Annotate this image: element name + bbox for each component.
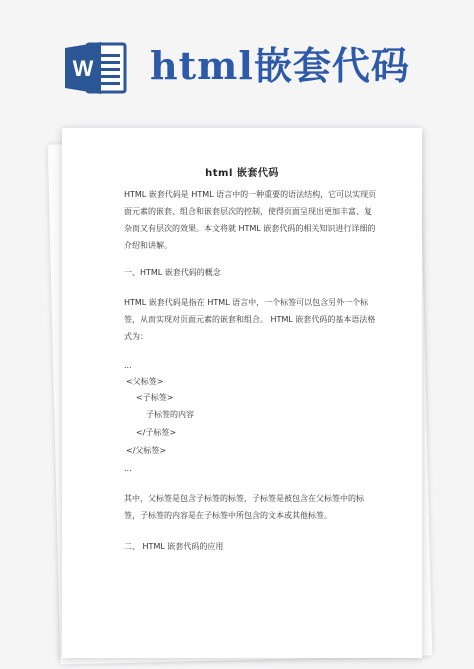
explanation-paragraph: 其中，父标签是包含子标签的标签，子标签是被包含在父标签中的标签，子标签的内容是在子标签中所包含的文本或其他标签。 xyxy=(124,494,364,520)
code-child-open: <子标签> xyxy=(136,393,174,402)
document-title: html 嵌套代码 xyxy=(205,168,279,179)
section-2-heading: 二、 HTML 嵌套代码的应用 xyxy=(124,542,224,551)
word-document-icon xyxy=(63,40,129,96)
section-1-body: HTML 嵌套代码是指在 HTML 语言中，一个标签可以包含另外一个标签，从而实现对页面元素的嵌套和组合。 HTML 嵌套代码的基本语法格式为： xyxy=(124,298,376,341)
document-page xyxy=(62,128,422,658)
code-child-content: 子标签的内容 xyxy=(146,410,194,419)
code-parent-open: <父标签> xyxy=(126,377,164,386)
code-ellipsis-bottom: ... xyxy=(124,464,132,473)
code-child-close: </子标签> xyxy=(136,428,177,437)
code-parent-close: </父标签> xyxy=(126,446,167,455)
intro-paragraph: HTML 嵌套代码是 HTML 语言中的一种重要的语法结构，它可以实现页面元素的嵌套、组合和嵌套层次的控制，使得页面呈现出更加丰富、复杂而又有层次的效果。本文将就 HTML 嵌套代码的相关知识进行详细的介绍和讲解。 xyxy=(124,190,377,250)
banner xyxy=(0,0,474,118)
section-1-heading: 一、HTML 嵌套代码的概念 xyxy=(124,268,221,277)
code-ellipsis-top: ... xyxy=(124,361,132,370)
banner-title: html嵌套代码 xyxy=(150,43,410,88)
word-icon-letter: W xyxy=(72,56,94,81)
